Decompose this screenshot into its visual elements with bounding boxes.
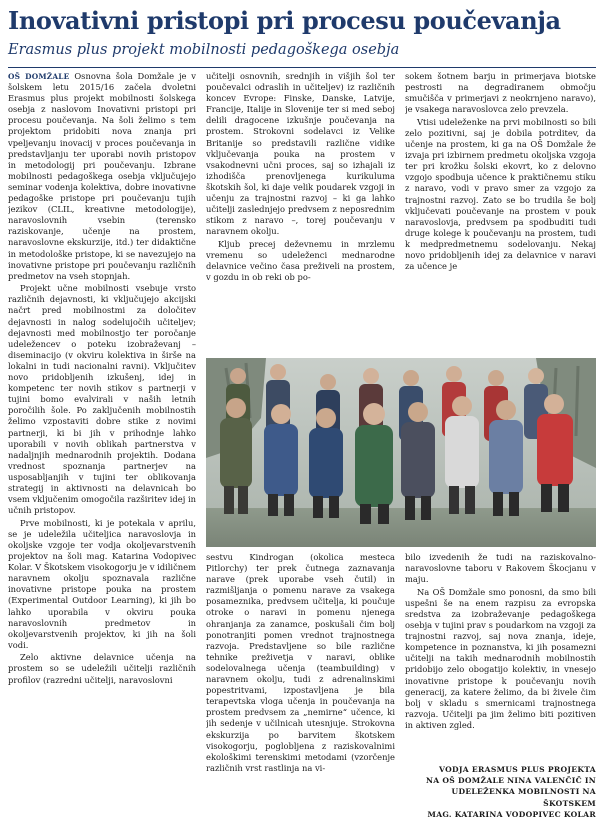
article-subtitle: Erasmus plus projekt mobilnosti pedagoškega osebja: [8, 42, 400, 58]
byline-line: VODJA ERASMUS PLUS PROJEKTA: [439, 765, 596, 774]
paragraph: Na OŠ Domžale smo ponosni, da smo bili uspešni še na enem razpisu za evropska sredstva za izobraževanje pedagoškega osebja v tujini prav s poudarkom na vzgoji za trajnostni razvoj, saj nova znanja, ideje, kompetence in poznanstva, ki jih posamezni učitelji na takih mednarodnih mobilnostih pridobijo zelo obogatijo kolektiv, in vnesejo inovativne pristope k poučevanju novih generacij, za katere želimo, da bi živele čim bolj v skladu s smernicami trajnostnega razvoja. Učitelji pa jim želimo biti pozitiven in aktiven zgled.: [405, 586, 596, 730]
article-column-2-top: [206, 71, 395, 357]
paragraph: sokem šotnem barju in primerjava biotske pestrosti na degradiranem območju smučišča v primerjavi z neokrnjeno naravo), je vsakega naravoslovca zelo prevzela.: [405, 71, 596, 115]
article-column-1: [8, 71, 196, 823]
article-column-3-bottom: [405, 552, 596, 760]
location-label: OŠ DOMŽALE: [8, 72, 70, 81]
article-column-2-bottom: [206, 552, 395, 824]
paragraph: [8, 71, 196, 282]
paragraph: učitelji osnovnih, srednjih in višjih šol ter poučevalci odraslih in učiteljev) iz različnih koncev Evrope: Finske, Danske, Latvije, Francije, Italije in Slovenije ter si med seboj delili dragocene izkušnje poučevanja na prostem. Strokovni sodelavci iz Velike Britanije so predstavili različne vidike vključevanja pouka na prostem v vsakodnevni učni proces, saj so izhajali iz izhodišča prenovljenega kurikuluma škotskih šol, ki daje velik poudarek vzgoji in učenju za trajnostni razvoj – ki ga lahko učitelji zaslednjejo predvsem z neposrednim stikom z naravo –, torej poučevanju v naravnem okolju.: [206, 71, 395, 237]
paragraph-text: Osnovna šola Domžale je v šolskem letu 2015/16 začela dvoletni Erasmus plus projekt mobilnosti šolskega osebja z naslovom Inovativni pristopi pri procesu poučevanja. Na šoli želimo s tem projektom pridobiti nova znanja pri vpeljevanju inovacij v proces poučevanja in predstavljanju ter uporabi novih pristopov in metodologij pri poučevanju. Izbrane mobilnosti pedagoškega osebja vključujejo seminar vodenja kolektiva, dobre inovativne pedagoške pristope pri poučevanju tujih jezikov (CLIL, kreativne metodologije), naravoslovnih vsebin (terensko raziskovanje, učenje na prostem, naravoslovne ekskurzije, itd.) ter didaktične in metodološke pristope, ki se navezujejo na inovativne pristope pri poučevanju različnih predmetov na vseh stopnjah.: [8, 71, 196, 281]
byline-line: NA OŠ DOMŽALE NINA VALENČIČ IN: [425, 776, 596, 786]
article-title: Inovativni pristopi pri procesu poučevanja: [8, 6, 561, 35]
article-column-3-top: [405, 71, 596, 357]
paragraph: Kljub precej deževnemu in mrzlemu vremenu so udeleženci mednarodne delavnice večino časa preživeli na prostem, v gozdu in ob reki ob po-: [206, 238, 395, 283]
author-byline: [405, 764, 596, 820]
paragraph: Vtisi udeleženke na prvi mobilnosti so bili zelo pozitivni, saj je dobila potrditev, da učenje na prostem, ki ga na OŠ Domžale že izvaja pri izbirnem predmetu okoljska vzgoja ter pri krožku šolski ekovrt, ko z delovno vzgojo spodbuja učence k praktičnemu stiku z naravo, vodi v pravo smer za vzgojo za trajnostni razvoj. Zato se bo trudila še bolj vključevati poučevanje na prostem v pouk naravoslovja, predvsem pa spodbuditi tudi druge kolege k poučevanju na prostem, tudi k medpredmetnemu sodelovanju. Nekaj novo pridobljenih idej za delavnice v naravi za učence je: [405, 116, 596, 272]
paragraph: Zelo aktivne delavnice učenja na prostem so se udeležili učitelji različnih profilov (razredni učitelji, naravoslovni: [8, 652, 196, 685]
paragraph: Projekt učne mobilnosti vsebuje vrsto različnih dejavnosti, ki vključujejo akcijski načrt pred mobilnostmi za določitev dejavnosti in nalog sodelujočih učiteljev; dejavnosti med mobilnostjo ter poročanje udeležencev o poteku izobraževanj – diseminacijo (v okviru kolektiva in širše na lokalni in tudi nacionalni ravni). Vključitev novo pridobljenih izkušenj, idej in kompetenc ter novih stikov s partnerji v tujini bomo evalvirali v naših letnih poročilih šole. Po zaključenih mobilnostih želimo vzpostaviti dobre stike z novimi partnerji, ki bi jih v prihodnje lahko uporabili v novih oblikah partnerstva v nadaljnjih mednarodnih projektih. Dodana vrednost spoznanja partnerjev na usposabljanjih v tujini ter oblikovanja strategij in aktivnosti na delavnicah bo vsem vključenim omogočila razširitev idej in učnih pristopov.: [8, 283, 196, 516]
group-photo: [206, 358, 596, 547]
byline-line: MAG. KATARINA VODOPIVEC KOLAR: [427, 809, 596, 819]
paragraph: sestvu Kindrogan (okolica mesteca Pitlorchy) ter prek čutnega zaznavanja narave (prek uporabe vseh čutil) in razmišljanja o pomenu narave za vsakega posameznika, predvsem učitelja, ki poučuje otroke o naravi in pomenu njenega ohranjanja za zanamce, poskušali čim bolj ponotranjiti pomen vrednot trajnostnega razvoja. Predstavljene so bile različne tehnike preživetja v naravi, oblike sodelovalnega učenja (teambuilding) v naravnem okolju, tudi z adrenalinskimi popestritvami, izpostavljena je bila terapevtska vloga učenja in poučevanja na prostem predvsem za „nemirne“ učence, ki jih sedenje v učilnicah utesnjuje. Strokovna ekskurzija po barvitem škotskem visokogorju, poglobljena z raziskovalnimi ekološkimi terenskimi metodami (vzorčenje različnih vrst rastlinja na vi-: [206, 552, 395, 773]
paragraph: bilo izvedenih že tudi na raziskovalno-naravoslovne taboru v Rakovem Škocjanu v maju.: [405, 552, 596, 585]
byline-line: UDELEŽENKA MOBILNOSTI NA ŠKOTSKEM: [451, 787, 596, 808]
title-divider: [8, 67, 596, 68]
paragraph: Prve mobilnosti, ki je potekala v aprilu, se je udeležila učiteljica naravoslovja in okoljske vzgoje ter vodja okoljevarstvenih projektov na šoli mag. Katarina Vodopivec Kolar. V Škotskem visokogorju je v idiličnem naravnem okolju spoznavala različne inovativne pristope pouka na prostem (Experimental Outdoor Learning), ki jih bo lahko uporabila v okviru pouka naravoslovnih predmetov in okoljevarstvenih projektov, ki jih na šoli vodi.: [8, 517, 196, 650]
